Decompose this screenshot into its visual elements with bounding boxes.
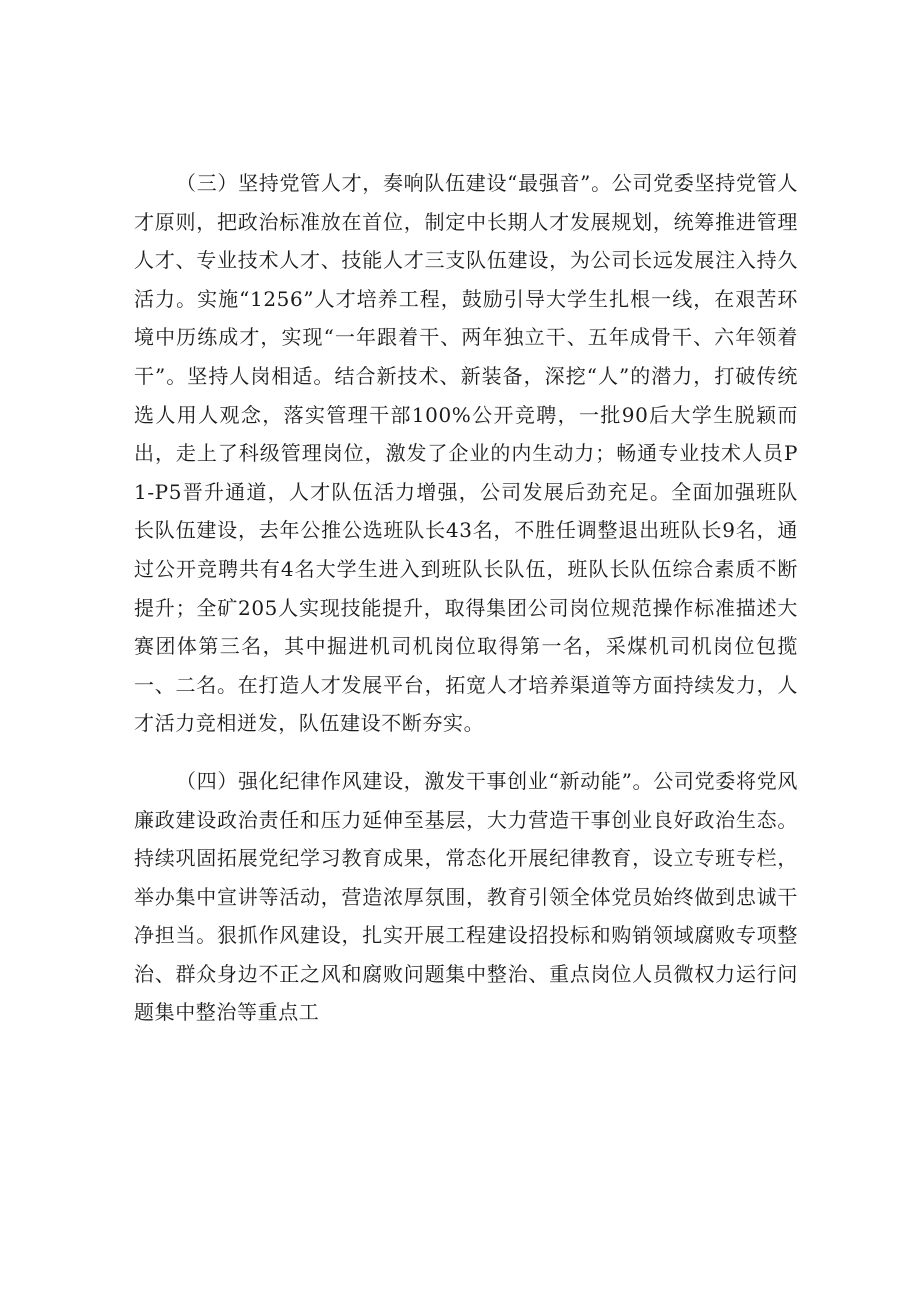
paragraph-talent-management: （三）坚持党管人才，奏响队伍建设“最强音”。公司党委坚持党管人才原则，把政治标准放在首位，制定中长期人才发展规划，统筹推进管理人才、专业技术人才、技能人才三支队伍建设，为公司长远发展注入持久活力。实施“1256”人才培养工程，鼓励引导大学生扎根一线，在艰苦环境中历练成才，实现“一年跟着干、两年独立干、五年成骨干、六年领着干”。坚持人岗相适。结合新技术、新装备，深挖“人”的潜力，打破传统选人用人观念，落实管理干部100%公开竞聘，一批90后大学生脱颖而出，走上了科级管理岗位，激发了企业的内生动力；畅通专业技术人员P1-P5晋升通道，人才队伍活力增强，公司发展后劲充足。全面加强班队长队伍建设，去年公推公选班队长43名，不胜任调整退出班队长9名，通过公开竞聘共有4名大学生进入到班队长队伍，班队长队伍综合素质不断提升；全矿205人实现技能提升，取得集团公司岗位规范操作标准描述大赛团体第三名，其中掘进机司机岗位取得第一名，采煤机司机岗位包揽一、二名。在打造人才发展平台，拓宽人才培养渠道等方面持续发力，人才活力竞相迸发，队伍建设不断夯实。 — [134, 171, 798, 736]
document-body — [134, 164, 798, 1051]
paragraph-discipline-style: （四）强化纪律作风建设，激发干事创业“新动能”。公司党委将党风廉政建设政治责任和压力延伸至基层，大力营造干事创业良好政治生态。持续巩固拓展党纪学习教育成果，常态化开展纪律教育，设立专班专栏，举办集中宣讲等活动，营造浓厚氛围，教育引领全体党员始终做到忠诚干净担当。狠抓作风建设，扎实开展工程建设招投标和购销领域腐败专项整治、群众身边不正之风和腐败问题集中整治、重点岗位人员微权力运行问题集中整治等重点工 — [134, 768, 798, 1025]
